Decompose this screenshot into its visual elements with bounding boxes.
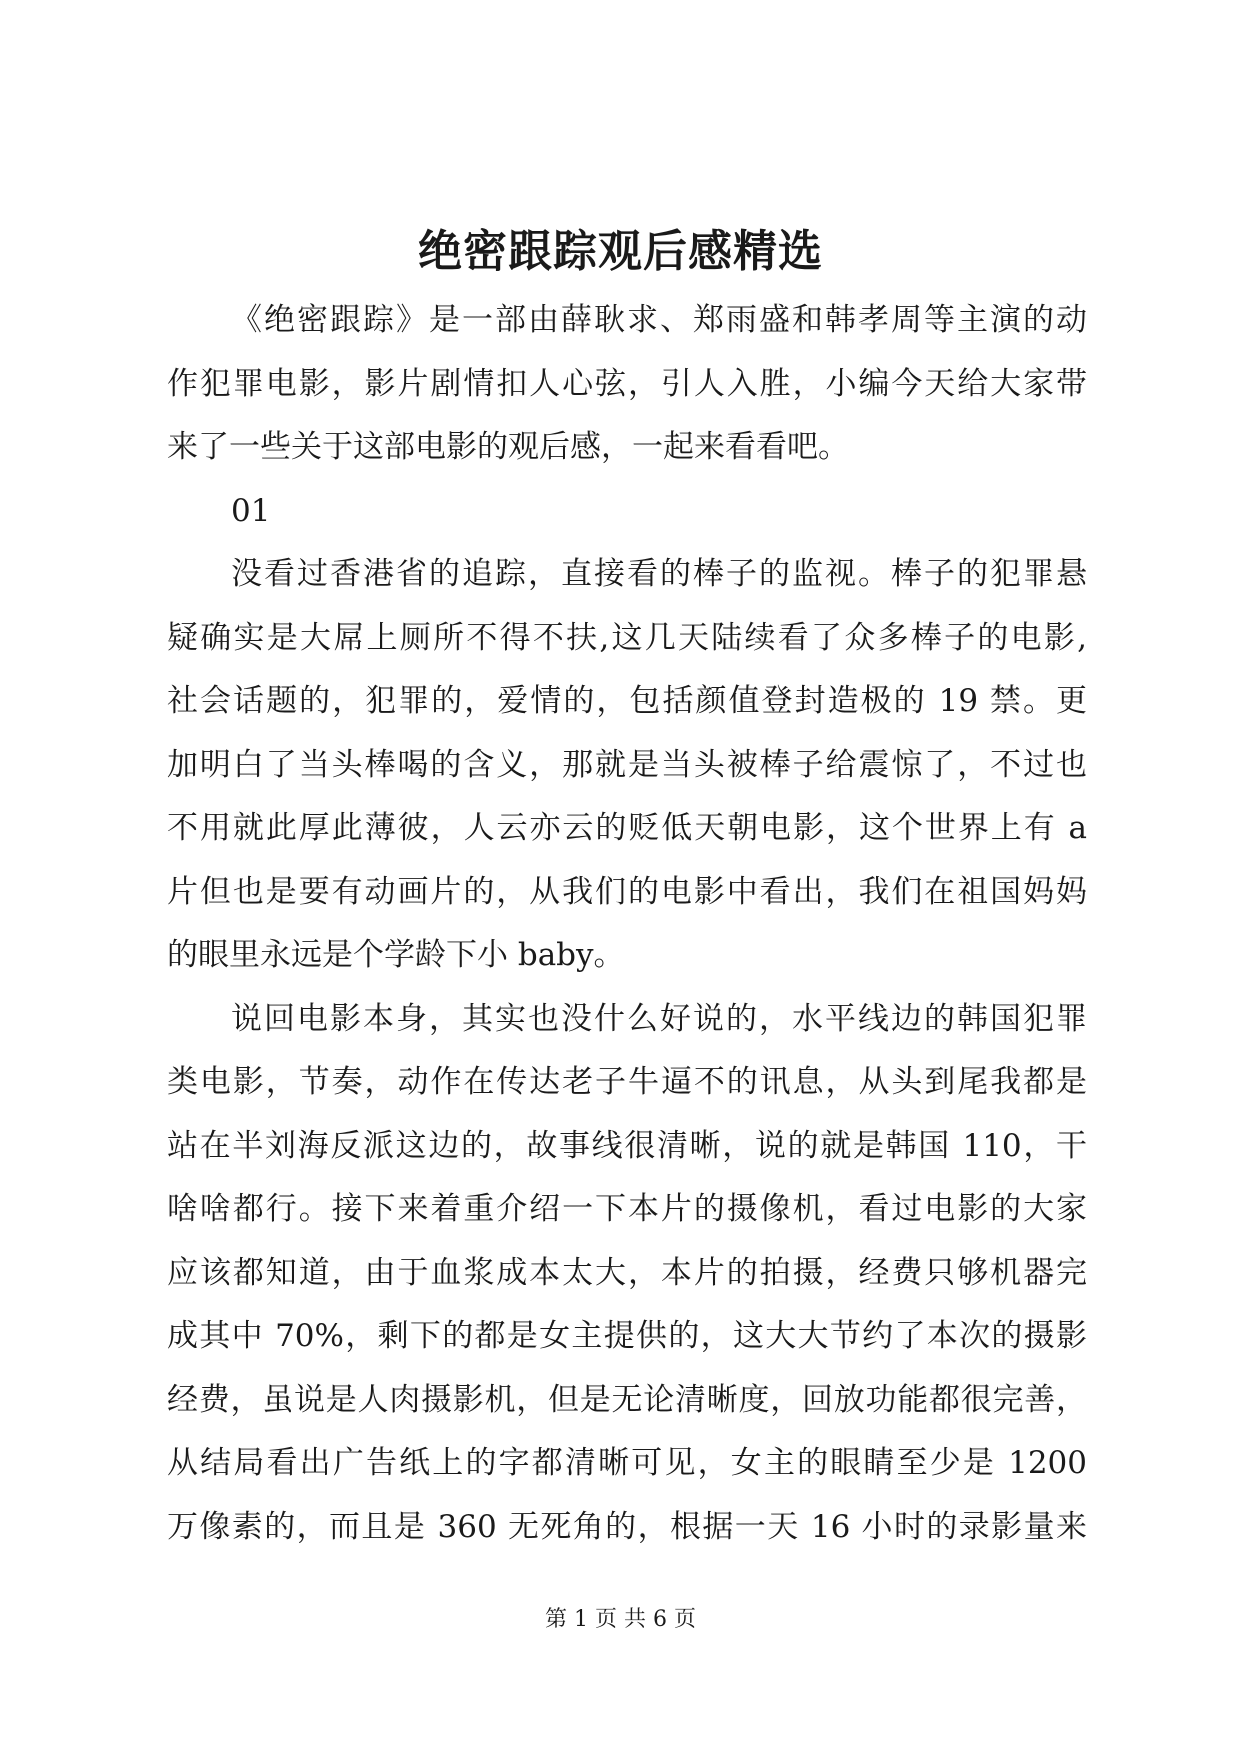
paragraph-line: 来了一些关于这部电影的观后感，一起来看看吧。 (167, 429, 849, 465)
paragraph-line: 加明白了当头棒喝的含义，那就是当头被棒子给震惊了，不过也 (167, 746, 1087, 783)
document-body (167, 289, 1087, 1559)
paragraph-line: 经费，虽说是人肉摄影机，但是无论清晰度，回放功能都很完善， (167, 1381, 1087, 1418)
page-footer: 第 1 页 共 6 页 (545, 1607, 696, 1632)
paragraph-line: 疑确实是大屌上厕所不得不扶,这几天陆续看了众多棒子的电影, (167, 619, 1087, 656)
paragraph-line: 万像素的，而且是 360 无死角的，根据一天 16 小时的录影量来 (167, 1508, 1087, 1545)
paragraph-line: 站在半刘海反派这边的，故事线很清晰，说的就是韩国 110，干 (167, 1127, 1087, 1164)
paragraph-line: 的眼里永远是个学龄下小 baby。 (167, 937, 625, 973)
paragraph-line: 社会话题的，犯罪的，爱情的，包括颜值登封造极的 19 禁。更 (167, 683, 1087, 719)
paragraph-line: 作犯罪电影，影片剧情扣人心弦，引人入胜，小编今天给大家带 (167, 365, 1087, 402)
paragraph-line: 啥啥都行。接下来着重介绍一下本片的摄像机，看过电影的大家 (167, 1191, 1087, 1227)
paragraph-line: 说回电影本身，其实也没什么好说的，水平线边的韩国犯罪 (231, 1000, 1087, 1037)
document-title: 绝密跟踪观后感精选 (418, 226, 823, 277)
paragraph-line: 没看过香港省的追踪，直接看的棒子的监视。棒子的犯罪悬 (231, 556, 1087, 592)
section-number: 01 (231, 492, 271, 529)
paragraph-line: 《绝密跟踪》是一部由薛耿求、郑雨盛和韩孝周等主演的动 (231, 302, 1087, 338)
paragraph-line: 成其中 70%，剩下的都是女主提供的，这大大节约了本次的摄影 (167, 1318, 1087, 1354)
paragraph-line: 不用就此厚此薄彼，人云亦云的贬低天朝电影，这个世界上有 a (167, 810, 1087, 846)
paragraph-line: 从结局看出广告纸上的字都清晰可见，女主的眼睛至少是 1200 (167, 1445, 1087, 1481)
paragraph-line: 类电影，节奏，动作在传达老子牛逼不的讯息，从头到尾我都是 (167, 1064, 1087, 1100)
paragraph-line: 应该都知道，由于血浆成本太大，本片的拍摄，经费只够机器完 (167, 1254, 1087, 1291)
paragraph-line: 片但也是要有动画片的，从我们的电影中看出，我们在祖国妈妈 (167, 873, 1087, 910)
